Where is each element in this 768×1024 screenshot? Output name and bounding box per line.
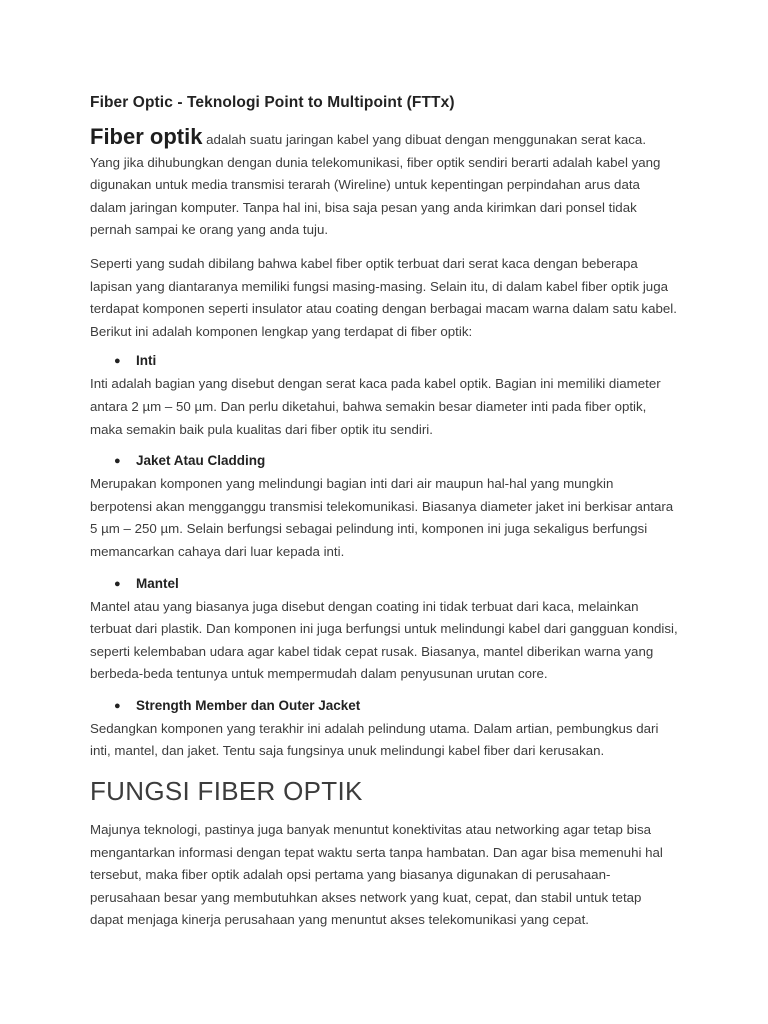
intro-paragraph: [90, 126, 678, 242]
intro-text: adalah suatu jaringan kabel yang dibuat dengan menggunakan serat kaca. Yang jika dihubungkan dengan dunia telekomunikasi, fiber optik sendiri berarti adalah kabel yang digunakan untuk media transmisi terarah (Wireline) untuk kepentingan perpindahan arus data dalam jaringan komputer. Tanpa hal ini, bisa saja pesan yang anda kirimkan dari ponsel tidak pernah sampai ke orang yang anda tuju.: [90, 132, 661, 238]
component-description: Sedangkan komponen yang terakhir ini adalah pelindung utama. Dalam artian, pembungkus dari inti, mantel, dan jaket. Tentu saja fungsinya unuk melindungi kabel fiber dari kerusakan.: [90, 720, 659, 759]
component-item-strength-member: [90, 694, 678, 718]
bullet-icon: ●: [114, 355, 121, 368]
component-name: Inti: [136, 353, 157, 369]
bullet-icon: ●: [114, 699, 121, 712]
intro-lead-term: Fiber optik: [90, 124, 203, 149]
bullet-icon: ●: [114, 455, 121, 468]
component-description: Merupakan komponen yang melindungi bagian inti dari air maupun hal-hal yang mungkin berpotensi akan mengganggu transmisi telekomunikasi. Biasanya diameter jaket ini berkisar antara 5 µm – 250 µm. Selain berfungsi sebagai pelindung inti, komponen ini juga sekaligus berfungsi memancarkan cahaya dari luar kepada inti.: [90, 476, 674, 559]
section-paragraph: Majunya teknologi, pastinya juga banyak menuntut konektivitas atau networking agar tetap bisa mengantarkan informasi dengan tepat waktu serta tanpa hambatan. Dan agar bisa memenuhi hal tersebut, maka fiber optik adalah opsi pertama yang biasanya digunakan di perusahaan-perusahaan besar yang membutuhkan akses network yang kuat, cepat, dan stabil untuk tetap dapat menjaga kinerja perusahaan yang menuntut akses telekomunikasi yang cepat.: [90, 822, 663, 928]
page-title: Fiber Optic - Teknologi Point to Multipoint (FTTx): [90, 94, 455, 111]
bullet-icon: ●: [114, 577, 121, 590]
component-name: Jaket Atau Cladding: [136, 453, 266, 469]
component-name: Mantel: [136, 575, 179, 591]
component-name: Strength Member dan Outer Jacket: [136, 697, 361, 713]
component-item-jaket: [90, 449, 678, 473]
components-intro-paragraph: Seperti yang sudah dibilang bahwa kabel fiber optik terbuat dari serat kaca dengan beberapa lapisan yang diantaranya memiliki fungsi masing-masing. Selain itu, di dalam kabel fiber optik juga terdapat komponen seperti insulator atau coating dengan berbagai macam warna dalam satu kabel. Berikut ini adalah komponen lengkap yang terdapat di fiber optik:: [90, 255, 677, 339]
section-heading: FUNGSI FIBER OPTIK: [90, 776, 363, 807]
component-item-inti: [90, 349, 678, 373]
component-description: Mantel atau yang biasanya juga disebut dengan coating ini tidak terbuat dari kaca, melainkan terbuat dari plastik. Dan komponen ini juga berfungsi untuk melindungi kabel dari gangguan kondisi, seperti kelembaban udara agar kabel tidak cepat rusak. Biasanya, mantel diberikan warna yang berbeda-beda tentunya untuk mempermudah dalam penyusunan urutan core.: [90, 598, 678, 682]
component-description: Inti adalah bagian yang disebut dengan serat kaca pada kabel optik. Bagian ini memiliki diameter antara 2 µm – 50 µm. Dan perlu diketahui, bahwa semakin besar diameter inti pada fiber optik, maka semakin baik pula kualitas dari fiber optik itu sendiri.: [90, 376, 661, 437]
component-item-mantel: [90, 572, 678, 596]
